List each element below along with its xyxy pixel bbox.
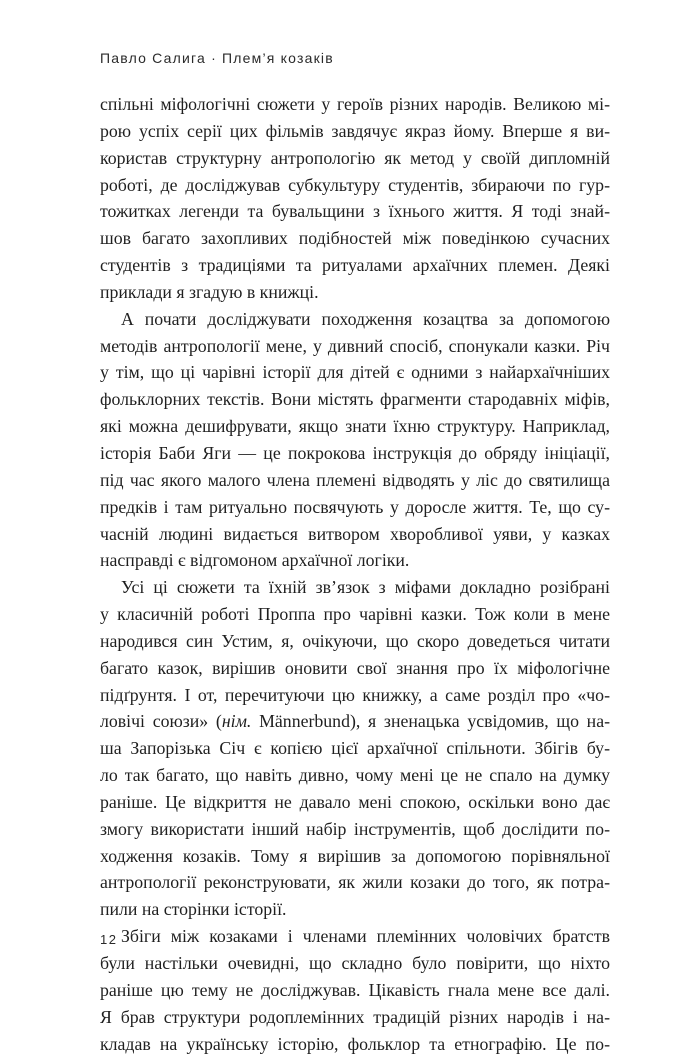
text-line: приклади я згадую в книжці. bbox=[100, 281, 319, 302]
text-line: змогу використати інший набір інструментів, щоб дослідити по- bbox=[100, 818, 610, 839]
text-run: ловічі союзи» ( bbox=[100, 711, 222, 732]
text-line: предків і там ритуально посвячують у доросле життя. Те, що су- bbox=[100, 496, 610, 517]
text-line: фольклорних текстів. Вони містять фрагменти стародавніх міфів, bbox=[100, 389, 610, 410]
text-line: які можна дешифрувати, якщо знати їхню структуру. Наприклад, bbox=[100, 416, 610, 437]
text-line bbox=[100, 708, 610, 735]
italic-abbreviation: нім. bbox=[221, 711, 252, 732]
text-line: шов багато захопливих подібностей між поведінкою сучасних bbox=[100, 228, 610, 249]
text-line: Я брав структури родоплемінних традицій різних народів і на- bbox=[100, 1006, 610, 1027]
text-line: рою успіх серії цих фільмів завдячує якраз йому. Вперше я ви- bbox=[100, 120, 610, 141]
text-line: тожитках легенди та бувальщини з їхнього життя. Я тоді знай- bbox=[100, 201, 610, 222]
text-line: підґрунтя. І от, перечитуючи цю книжку, а саме розділ про «чо- bbox=[100, 684, 610, 705]
text-line: користав структурну антропологію як метод у своїй дипломній bbox=[100, 147, 610, 168]
text-line: раніше цю тему не досліджував. Цікавість гнала мене все далі. bbox=[100, 979, 610, 1000]
text-line: спільні міфологічні сюжети у героїв різних народів. Великою мі- bbox=[100, 94, 610, 114]
text-line: були настільки очевидні, що складно було повірити, що ніхто bbox=[100, 953, 610, 973]
text-run: Männerbund), я зненацька усвідомив, що на- bbox=[251, 711, 611, 732]
text-line: у тім, що ці чарівні історії для дітей є одними з найархаїчніших bbox=[100, 362, 610, 383]
running-head: Павло Салига · Плем’я козаків bbox=[100, 50, 334, 66]
text-line: кладав на українську історію, фольклор та етнографію. Це по- bbox=[100, 1033, 610, 1054]
text-line: насправді є відгомоном архаїчної логіки. bbox=[100, 550, 410, 571]
text-line: часній людині видається витвором хворобливої уяви, у казках bbox=[100, 523, 610, 544]
text-line: студентів з традиціями та ритуалами архаїчних племен. Деякі bbox=[100, 255, 610, 276]
text-line: ша Запорізька Січ є копією цієї архаїчної спільноти. Збігів бу- bbox=[100, 738, 610, 759]
text-line: ло так багато, що навіть дивно, чому мені це не спало на думку bbox=[100, 765, 610, 786]
text-line: Усі ці сюжети та їхній зв’язок з міфами докладно розібрані bbox=[121, 577, 610, 598]
text-line: історія Баби Яги — це покрокова інструкція до обряду ініціації, bbox=[100, 442, 610, 463]
body-text bbox=[100, 91, 610, 1057]
text-line: антропології реконструювати, як жили козаки до того, як потра- bbox=[100, 872, 610, 893]
text-line: під час якого малого члена племені відводять у ліс до святилища bbox=[100, 469, 610, 490]
text-line: багато казок, вирішив оновити свої знання про їх міфологічне bbox=[100, 657, 610, 678]
text-line: роботі, де досліджував субкультуру студентів, збираючи по гур- bbox=[100, 174, 610, 195]
text-line: народився син Устим, я, очікуючи, що скоро доведеться читати bbox=[100, 630, 610, 651]
text-line: А почати досліджувати походження козацтва за допомогою bbox=[121, 308, 610, 329]
text-line: раніше. Це відкриття не давало мені спокою, оскільки воно дає bbox=[100, 791, 610, 812]
text-line: методів антропології мене, у дивний спосіб, спонукали казки. Річ bbox=[100, 335, 610, 356]
page-number: 12 bbox=[100, 932, 118, 947]
text-line: пили на сторінки історії. bbox=[100, 899, 287, 920]
text-line: Збіги між козаками і членами племінних чоловічих братств bbox=[121, 926, 610, 947]
text-line: у класичній роботі Проппа про чарівні казки. Тож коли в мене bbox=[100, 604, 610, 625]
text-line: ходження козаків. Тому я вирішив за допомогою порівняльної bbox=[100, 845, 610, 866]
